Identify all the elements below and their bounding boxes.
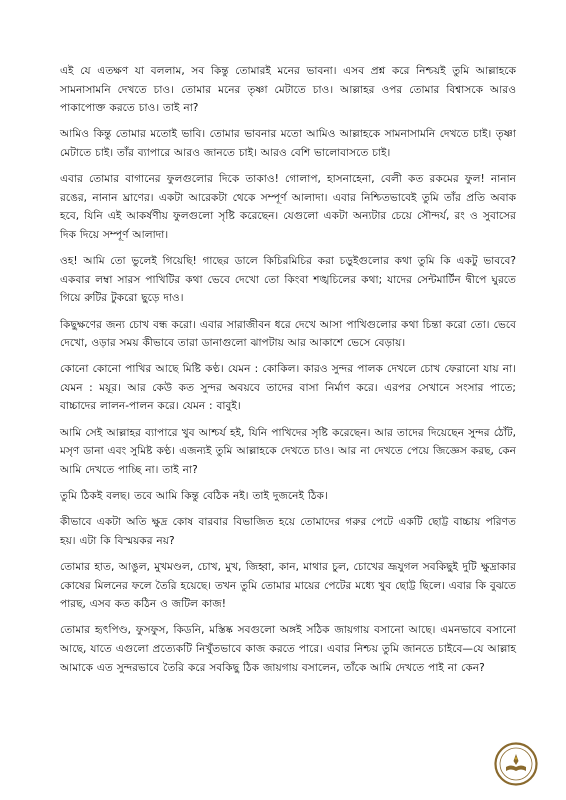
paragraph: আমি সেই আল্লাহর ব্যাপারে খুব আশ্চর্য হই, যিনি পাখিদের সৃষ্টি করেছেন। আর তাদের দিয়েছেন সুন্দর ঠোঁট, মসৃণ ডানা এবং সুমিষ্ট কণ্ঠ। এজন্যই তুমি আল্লাহকে দেখতে চাও। আর না দেখতে পেয়ে জিজ্ঞেস করছ, কেন আমি দেখতে পাচ্ছি না। তাই না? — [60, 426, 516, 476]
document-body — [60, 62, 516, 685]
paragraph: তোমার হৃৎপিণ্ড, ফুসফুস, কিডনি, মস্তিষ্ক সবগুলো অঙ্গই সঠিক জায়গায় বসানো আছে। এমনভাবে বসানো আছে, যাতে এগুলো প্রত্যেকটি নিখুঁতভাবে কাজ করতে পারে। এবার নিশ্চয় তুমি জানতে চাইবে—যে আল্লাহ আমাকে এত সুন্দরভাবে তৈরি করে সবকিছু ঠিক জায়গায় বসালেন, তাঁকে আমি দেখতে পাই না কেন? — [60, 624, 516, 674]
publisher-logo — [494, 742, 538, 786]
paragraph: তোমার হাত, আঙুল, মুখমণ্ডল, চোখ, মুখ, জিহ্বা, কান, মাথার চুল, চোখের ভ্রূযুগল সবকিছুই দুটি ক্ষুদ্রাকার কোষের মিলনের ফলে তৈরি হয়েছে। তখন তুমি তোমার মায়ের পেটের মধ্যে খুব ছোট্ট ছিলে। এবার কি বুঝতে পারছ, এসব কত কঠিন ও জটিল কাজ! — [60, 561, 516, 611]
book-pen-seal-icon — [494, 742, 538, 786]
paragraph: কোনো কোনো পাখির আছে মিষ্টি কণ্ঠ। যেমন : কোকিল। কারও সুন্দর পালক দেখলে চোখ ফেরানো যায় না। যেমন : ময়ূর। আর কেউ কত সুন্দর অবয়বে তাদের বাসা নির্মাণ করে। এরপর সেখানে সংসার পাতে; বাচ্চাদের লালন-পালন করে। যেমন : বাবুই। — [60, 363, 516, 413]
paragraph: এবার তোমার বাগানের ফুলগুলোর দিকে তাকাও! গোলাপ, হাসনাহেনা, বেলী কত রকমের ফুল! নানান রঙের, নানান ঘ্রাণের। একটা আরেকটা থেকে সম্পূর্ণ আলাদা। এবার নিশ্চিতভাবেই তুমি তাঁর প্রতি অবাক হবে, যিনি এই আকর্ষণীয় ফুলগুলো সৃষ্টি করেছেন। যেগুলো একটা অন্যটার চেয়ে সৌন্দর্য, রং ও সুবাসের দিক দিয়ে সম্পূর্ণ আলাদা। — [60, 173, 516, 241]
paragraph: ওহ! আমি তো ভুলেই গিয়েছি! গাছের ডালে কিচিরমিচির করা চড়ুইগুলোর কথা তুমি কি একটু ভাববে? একবার লম্বা সারস পাখিটির কথা ভেবে দেখো তো কিংবা শঙ্খচিলের কথা; যাদের সেন্টমার্টিন দ্বীপে ঘুরতে গিয়ে রুটির টুকরো ছুড়ে দাও। — [60, 255, 516, 305]
paragraph: কীভাবে একটা অতি ক্ষুদ্র কোষ বারবার বিভাজিত হয়ে তোমাদের গরুর পেটে একটি ছোট্ট বাচ্চায় পরিণত হয়। এটা কি বিস্ময়কর নয়? — [60, 516, 516, 547]
paragraph: কিছুক্ষণের জন্য চোখ বন্ধ করো। এবার সারাজীবন ধরে দেখে আসা পাখিগুলোর কথা চিন্তা করো তো। ভেবে দেখো, ওড়ার সময় কীভাবে তারা ডানাগুলো ঝাপটায় আর আকাশে ভেসে বেড়ায়। — [60, 318, 516, 350]
paragraph: তুমি ঠিকই বলছ। তবে আমি কিন্তু বেঠিক নই। তাই দুজনেই ঠিক। — [60, 490, 328, 503]
paragraph: এই যে এতক্ষণ যা বললাম, সব কিন্তু তোমারই মনের ভাবনা। এসব প্রশ্ন করে নিশ্চয়ই তুমি আল্লাহকে সামনাসামনি দেখতে চাও। তোমার মনের তৃষ্ণা মেটাতে চাও। আল্লাহর ওপর তোমার বিশ্বাসকে আরও পাকাপোক্ত করতে চাও। তাই না? — [60, 65, 516, 115]
logo-dot — [515, 757, 517, 759]
paragraph: আমিও কিন্তু তোমার মতোই ভাবি। তোমার ভাবনার মতো আমিও আল্লাহকে সামনাসামনি দেখতে চাই। তৃষ্ণা মেটাতে চাই। তাঁর ব্যাপারে আরও জানতে চাই। আরও বেশি ভালোবাসতে চাই। — [60, 128, 516, 159]
